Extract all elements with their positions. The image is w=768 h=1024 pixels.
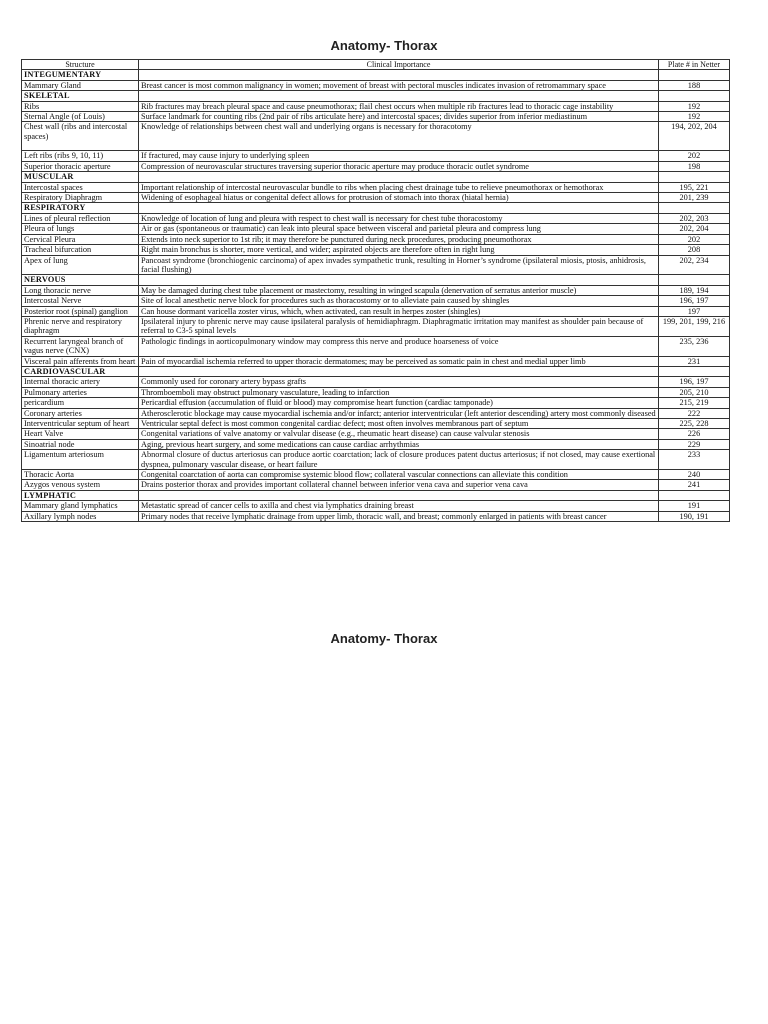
table-row: [22, 470, 730, 480]
section-heading: MUSCULAR: [22, 172, 139, 182]
clinical-importance-cell: Pathologic findings in aorticopulmonary window may compress this nerve and produce hoarseness of voice: [139, 336, 659, 356]
structure-cell: Cervical Pleura: [22, 234, 139, 244]
structure-cell: Intercostal spaces: [22, 182, 139, 192]
table-row: [22, 336, 730, 356]
structure-cell: Intercostal Nerve: [22, 296, 139, 306]
structure-cell: Sinoatrial node: [22, 439, 139, 449]
plate-cell: 202, 204: [659, 224, 730, 234]
plate-cell: 190, 191: [659, 511, 730, 521]
section-heading: INTEGUMENTARY: [22, 70, 139, 80]
table-row: [22, 182, 730, 192]
table-row: [22, 296, 730, 306]
clinical-importance-cell: Surface landmark for counting ribs (2nd pair of ribs articulate here) and intercostal spaces; divides superior from inferior mediastinum: [139, 112, 659, 122]
table-row: [22, 429, 730, 439]
plate-cell: 194, 202, 204: [659, 122, 730, 151]
section-heading: SKELETAL: [22, 91, 139, 101]
clinical-importance-cell: Thromboemboli may obstruct pulmonary vasculature, leading to infarction: [139, 387, 659, 397]
structure-cell: Long thoracic nerve: [22, 285, 139, 295]
clinical-importance-cell: Can house dormant varicella zoster virus, which, when activated, can result in herpes zoster (shingles): [139, 306, 659, 316]
section-empty-cell: [659, 490, 730, 500]
table-row: [22, 439, 730, 449]
plate-cell: 233: [659, 450, 730, 470]
clinical-importance-cell: Pericardial effusion (accumulation of fluid or blood) may compromise heart function (cardiac tamponade): [139, 398, 659, 408]
section-row: [22, 203, 730, 213]
clinical-importance-cell: Breast cancer is most common malignancy in women; movement of breast with pectoral muscles indicates invasion of retromammary space: [139, 80, 659, 90]
table-row: [22, 122, 730, 151]
plate-cell: 229: [659, 439, 730, 449]
clinical-importance-cell: Atherosclerotic blockage may cause myocardial ischemia and/or infarct; anterior interventricular (left anterior descending) artery most commonly diseased: [139, 408, 659, 418]
table-row: [22, 316, 730, 336]
header-plate: Plate # in Netter: [659, 60, 730, 70]
structure-cell: Lines of pleural reflection: [22, 213, 139, 223]
structure-cell: Superior thoracic aperture: [22, 161, 139, 171]
structure-cell: Sternal Angle (of Louis): [22, 112, 139, 122]
clinical-importance-cell: Extends into neck superior to 1st rib; it may therefore be punctured during neck procedures, producing pneumothorax: [139, 234, 659, 244]
plate-cell: 192: [659, 101, 730, 111]
structure-cell: Ribs: [22, 101, 139, 111]
table-row: [22, 193, 730, 203]
plate-cell: 202, 234: [659, 255, 730, 275]
structure-cell: Respiratory Diaphragm: [22, 193, 139, 203]
structure-cell: Pleura of lungs: [22, 224, 139, 234]
plate-cell: 201, 239: [659, 193, 730, 203]
anatomy-table: [21, 59, 730, 522]
plate-cell: 189, 194: [659, 285, 730, 295]
plate-cell: 202: [659, 234, 730, 244]
plate-cell: 205, 210: [659, 387, 730, 397]
structure-cell: Pulmonary arteries: [22, 387, 139, 397]
table-row: [22, 387, 730, 397]
section-empty-cell: [659, 172, 730, 182]
clinical-importance-cell: Metastatic spread of cancer cells to axilla and chest via lymphatics draining breast: [139, 501, 659, 511]
plate-cell: 226: [659, 429, 730, 439]
clinical-importance-cell: Ipsilateral injury to phrenic nerve may cause ipsilateral paralysis of hemidiaphragm. Diaphragmatic irritation may manifest as shoulder pain because of referral to C3-5 spinal levels: [139, 316, 659, 336]
plate-cell: 197: [659, 306, 730, 316]
clinical-importance-cell: Site of local anesthetic nerve block for procedures such as thoracostomy or to alleviate pain caused by shingles: [139, 296, 659, 306]
section-row: [22, 275, 730, 285]
table-row: [22, 224, 730, 234]
table-header-row: [22, 60, 730, 70]
table-row: [22, 480, 730, 490]
plate-cell: 215, 219: [659, 398, 730, 408]
structure-cell: pericardium: [22, 398, 139, 408]
clinical-importance-cell: Abnormal closure of ductus arteriosus can produce aortic coarctation; lack of closure produces patent ductus arteriosus; if not closed, may cause exertional dyspnea, pulmonary vascular disease, or heart failure: [139, 450, 659, 470]
structure-cell: Coronary arteries: [22, 408, 139, 418]
section-row: [22, 91, 730, 101]
section-empty-cell: [139, 172, 659, 182]
structure-cell: Heart Valve: [22, 429, 139, 439]
section-empty-cell: [659, 366, 730, 376]
plate-cell: 222: [659, 408, 730, 418]
section-row: [22, 366, 730, 376]
clinical-importance-cell: Drains posterior thorax and provides important collateral channel between inferior vena cava and superior vena cava: [139, 480, 659, 490]
table-row: [22, 255, 730, 275]
table-row: [22, 450, 730, 470]
section-row: [22, 490, 730, 500]
structure-cell: Tracheal bifurcation: [22, 245, 139, 255]
section-empty-cell: [659, 275, 730, 285]
clinical-importance-cell: Pain of myocardial ischemia referred to upper thoracic dermatomes; may be perceived as somatic pain in chest and medial upper limb: [139, 356, 659, 366]
table-row: [22, 80, 730, 90]
plate-cell: 196, 197: [659, 296, 730, 306]
clinical-importance-cell: Air or gas (spontaneous or traumatic) can leak into pleural space between visceral and parietal pleura and compress lung: [139, 224, 659, 234]
plate-cell: 191: [659, 501, 730, 511]
clinical-importance-cell: Congenital variations of valve anatomy or valvular disease (e.g., rheumatic heart disease) can cause valvular stenosis: [139, 429, 659, 439]
plate-cell: 241: [659, 480, 730, 490]
section-row: [22, 172, 730, 182]
structure-cell: Thoracic Aorta: [22, 470, 139, 480]
section-empty-cell: [139, 91, 659, 101]
section-empty-cell: [139, 203, 659, 213]
clinical-importance-cell: Knowledge of relationships between chest wall and underlying organs is necessary for thoracotomy: [139, 122, 659, 151]
plate-cell: 198: [659, 161, 730, 171]
table-row: [22, 356, 730, 366]
table-row: [22, 501, 730, 511]
plate-cell: 202: [659, 151, 730, 161]
section-row: [22, 70, 730, 80]
plate-cell: 240: [659, 470, 730, 480]
table-row: [22, 377, 730, 387]
clinical-importance-cell: Ventricular septal defect is most common congenital cardiac defect; most often involves membranous part of septum: [139, 419, 659, 429]
section-empty-cell: [139, 275, 659, 285]
structure-cell: Azygos venous system: [22, 480, 139, 490]
table-row: [22, 161, 730, 171]
plate-cell: 225, 228: [659, 419, 730, 429]
section-empty-cell: [659, 203, 730, 213]
clinical-importance-cell: Widening of esophageal hiatus or congenital defect allows for protrusion of stomach into thorax (hiatal hernia): [139, 193, 659, 203]
plate-cell: 192: [659, 112, 730, 122]
section-heading: CARDIOVASCULAR: [22, 366, 139, 376]
structure-cell: Left ribs (ribs 9, 10, 11): [22, 151, 139, 161]
clinical-importance-cell: Aging, previous heart surgery, and some medications can cause cardiac arrhythmias: [139, 439, 659, 449]
table-row: [22, 234, 730, 244]
plate-cell: 196, 197: [659, 377, 730, 387]
table-row: [22, 245, 730, 255]
table-row: [22, 213, 730, 223]
table-row: [22, 419, 730, 429]
table-row: [22, 398, 730, 408]
structure-cell: Mammary Gland: [22, 80, 139, 90]
structure-cell: Ligamentum arteriosum: [22, 450, 139, 470]
clinical-importance-cell: If fractured, may cause injury to underlying spleen: [139, 151, 659, 161]
section-heading: RESPIRATORY: [22, 203, 139, 213]
clinical-importance-cell: Knowledge of location of lung and pleura with respect to chest wall is necessary for chest tube thoracostomy: [139, 213, 659, 223]
section-empty-cell: [659, 91, 730, 101]
structure-cell: Chest wall (ribs and intercostal spaces): [22, 122, 139, 151]
section-heading: NERVOUS: [22, 275, 139, 285]
section-empty-cell: [139, 366, 659, 376]
clinical-importance-cell: Important relationship of intercostal neurovascular bundle to ribs when placing chest drainage tube to relieve pneumothorax or hemothorax: [139, 182, 659, 192]
section-empty-cell: [139, 490, 659, 500]
structure-cell: Visceral pain afferents from heart: [22, 356, 139, 366]
page-title: Anatomy- Thorax: [330, 38, 438, 53]
plate-cell: 231: [659, 356, 730, 366]
clinical-importance-cell: Compression of neurovascular structures traversing superior thoracic aperture may produce thoracic outlet syndrome: [139, 161, 659, 171]
clinical-importance-cell: Primary nodes that receive lymphatic drainage from upper limb, thoracic wall, and breast; commonly enlarged in patients with breast cancer: [139, 511, 659, 521]
clinical-importance-cell: Right main bronchus is shorter, more vertical, and wider; aspirated objects are therefore often in right lung: [139, 245, 659, 255]
table-body: [22, 70, 730, 522]
clinical-importance-cell: Pancoast syndrome (bronchiogenic carcinoma) of apex invades sympathetic trunk, resulting in Horner’s syndrome (ipsilateral miosis, ptosis, anhidrosis, facial flushing): [139, 255, 659, 275]
plate-cell: 235, 236: [659, 336, 730, 356]
structure-cell: Internal thoracic artery: [22, 377, 139, 387]
table-row: [22, 112, 730, 122]
clinical-importance-cell: Commonly used for coronary artery bypass grafts: [139, 377, 659, 387]
plate-cell: 195, 221: [659, 182, 730, 192]
clinical-importance-cell: May be damaged during chest tube placement or mastectomy, resulting in winged scapula (denervation of serratus anterior muscle): [139, 285, 659, 295]
header-structure: Structure: [22, 60, 139, 70]
plate-cell: 199, 201, 199, 216: [659, 316, 730, 336]
structure-cell: Recurrent laryngeal branch of vagus nerve (CNX): [22, 336, 139, 356]
structure-cell: Apex of lung: [22, 255, 139, 275]
plate-cell: 202, 203: [659, 213, 730, 223]
table-row: [22, 511, 730, 521]
structure-cell: Interventricular septum of heart: [22, 419, 139, 429]
table-row: [22, 151, 730, 161]
table-row: [22, 285, 730, 295]
section-empty-cell: [139, 70, 659, 80]
table-row: [22, 101, 730, 111]
table-row: [22, 408, 730, 418]
section-heading: LYMPHATIC: [22, 490, 139, 500]
structure-cell: Posterior root (spinal) ganglion: [22, 306, 139, 316]
structure-cell: Axillary lymph nodes: [22, 511, 139, 521]
section-empty-cell: [659, 70, 730, 80]
table-row: [22, 306, 730, 316]
plate-cell: 188: [659, 80, 730, 90]
structure-cell: Phrenic nerve and respiratory diaphragm: [22, 316, 139, 336]
clinical-importance-cell: Rib fractures may breach pleural space and cause pneumothorax; flail chest occurs when multiple rib fractures lead to thoracic cage instability: [139, 101, 659, 111]
plate-cell: 208: [659, 245, 730, 255]
header-clinical-importance: Clinical Importance: [139, 60, 659, 70]
structure-cell: Mammary gland lymphatics: [22, 501, 139, 511]
clinical-importance-cell: Congenital coarctation of aorta can compromise systemic blood flow; collateral vascular connections can alleviate this condition: [139, 470, 659, 480]
page-title-repeat: Anatomy- Thorax: [330, 631, 438, 646]
